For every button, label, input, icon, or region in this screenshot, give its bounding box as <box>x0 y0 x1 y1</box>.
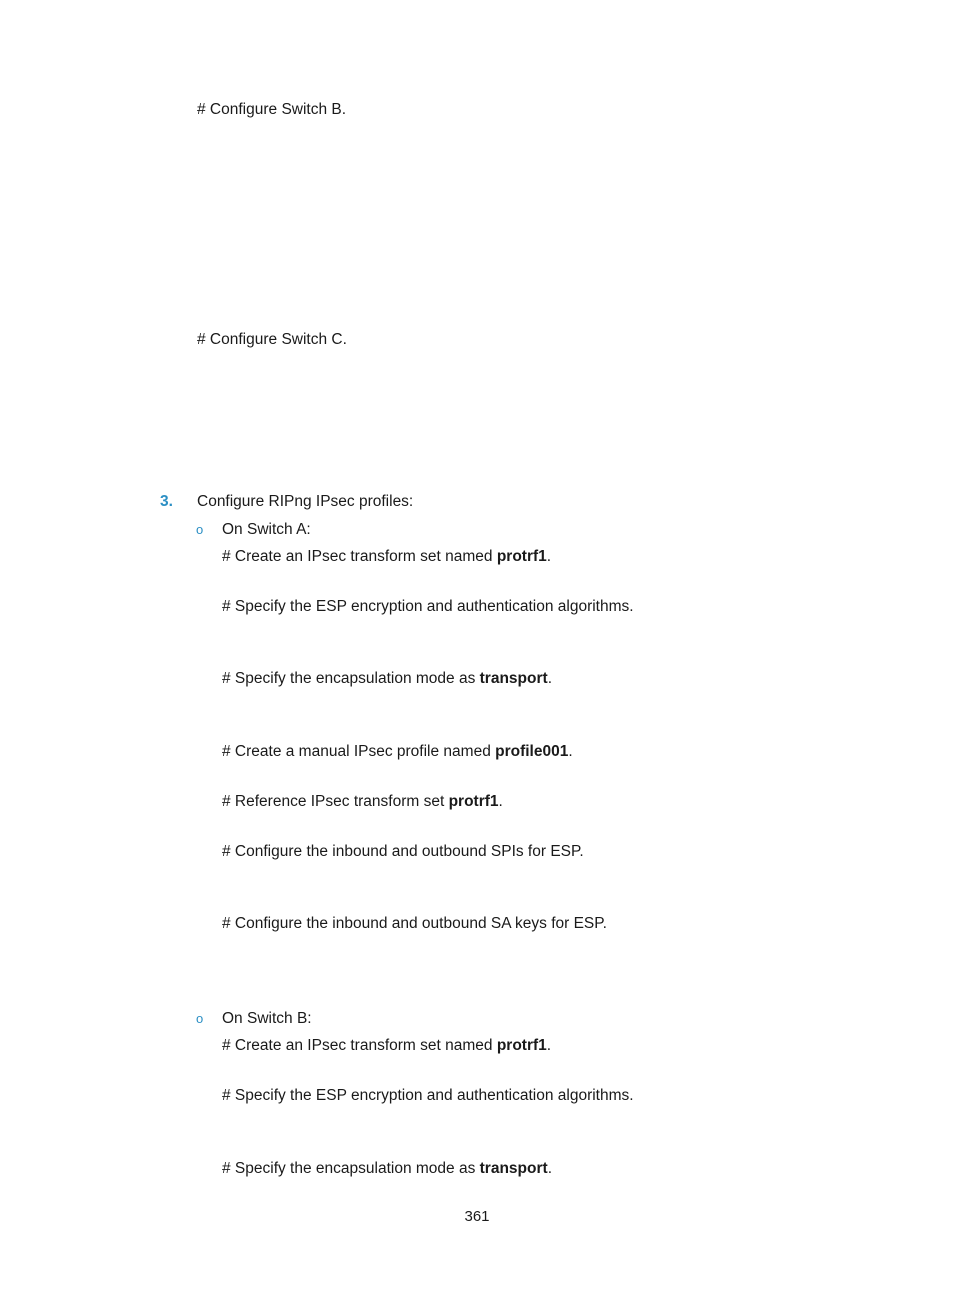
bullet-icon: o <box>196 522 204 537</box>
switch-a-esp-instruction: # Specify the ESP encryption and authentication algorithms. <box>222 598 634 615</box>
switch-a-spi-instruction: # Configure the inbound and outbound SPIs for ESP. <box>222 843 584 860</box>
profile-name: profile001 <box>495 743 569 760</box>
configure-switch-c-text: # Configure Switch C. <box>197 331 347 348</box>
instruction-text: # Create a manual IPsec profile named <box>222 743 496 760</box>
page-number: 361 <box>464 1208 490 1225</box>
step-title: Configure RIPng IPsec profiles: <box>197 493 414 510</box>
instruction-text: # Create an IPsec transform set named <box>222 548 497 565</box>
switch-a-sa-keys-instruction: # Configure the inbound and outbound SA keys for ESP. <box>222 915 607 932</box>
instruction-text: # Specify the encapsulation mode as <box>222 670 480 687</box>
step-number: 3. <box>160 493 173 510</box>
switch-b-label: On Switch B: <box>222 1010 312 1027</box>
switch-b-encap-instruction: # Specify the encapsulation mode as transport. <box>222 1160 552 1177</box>
switch-b-esp-instruction: # Specify the ESP encryption and authentication algorithms. <box>222 1087 634 1104</box>
transform-set-name: protrf1 <box>496 548 547 565</box>
encap-mode: transport <box>479 670 548 687</box>
switch-a-label: On Switch A: <box>222 521 311 538</box>
transform-set-name: protrf1 <box>496 1037 547 1054</box>
configure-switch-b-text: # Configure Switch B. <box>197 101 347 118</box>
switch-a-encap-instruction: # Specify the encapsulation mode as transport. <box>222 670 552 687</box>
instruction-text: # Create an IPsec transform set named <box>222 1037 497 1054</box>
instruction-text: # Reference IPsec transform set <box>222 793 449 810</box>
switch-a-transform-instruction: # Create an IPsec transform set named protrf1. <box>222 548 552 565</box>
switch-b-transform-instruction: # Create an IPsec transform set named protrf1. <box>222 1037 552 1054</box>
bullet-icon: o <box>196 1011 204 1026</box>
instruction-text: # Specify the encapsulation mode as <box>222 1160 480 1177</box>
encap-mode: transport <box>479 1160 548 1177</box>
switch-a-reference-instruction: # Reference IPsec transform set protrf1. <box>222 793 503 810</box>
switch-a-profile-instruction: # Create a manual IPsec profile named profile001. <box>222 743 573 760</box>
transform-set-name: protrf1 <box>448 793 499 810</box>
